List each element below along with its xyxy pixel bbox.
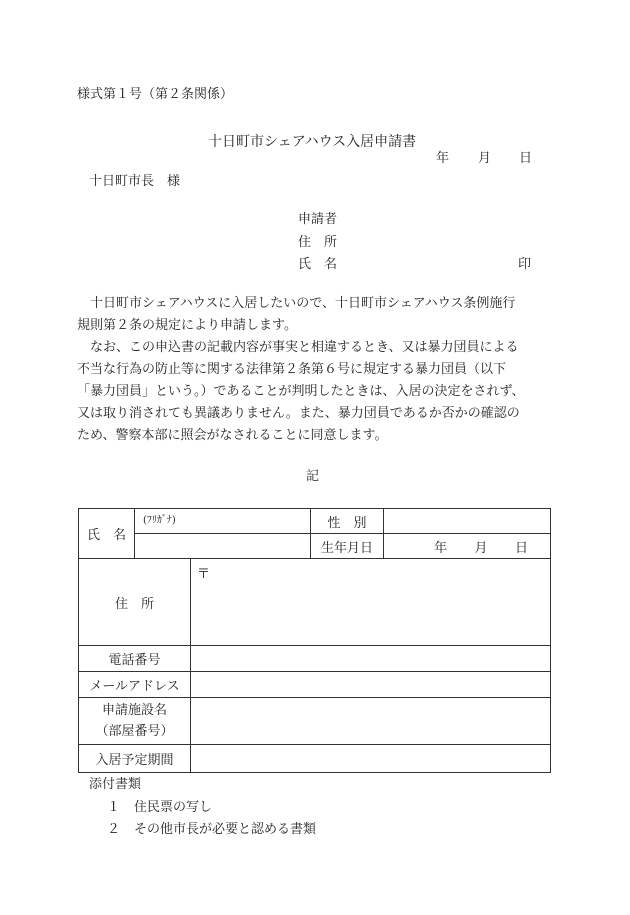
furigana-field[interactable] (135, 509, 311, 534)
attachment-text: 住民票の写し (134, 800, 213, 815)
dob-field[interactable] (384, 534, 551, 559)
name-field[interactable] (135, 534, 311, 559)
attachment-item-2 (107, 821, 316, 839)
period-field[interactable] (191, 745, 551, 773)
attachment-number: ２ (107, 822, 121, 837)
gender-field[interactable] (384, 509, 551, 534)
applicant-name-label: 氏 名 (298, 257, 338, 272)
zip-mark: 〒 (197, 567, 211, 582)
ki-heading: 記 (306, 469, 320, 484)
facility-label: 申請施設名 (101, 703, 167, 718)
dob-label: 生年月日 (311, 534, 384, 559)
dob-month: 月 (474, 540, 488, 556)
form-number: 様式第１号（第２条関係） (77, 87, 234, 102)
body-line: ため、警察本部に照会がなされることに同意します。 (77, 428, 388, 443)
attachment-item-1 (107, 799, 212, 817)
seal-mark: 印 (518, 257, 532, 272)
phone-label: 電話番号 (79, 646, 191, 672)
email-field[interactable] (191, 672, 551, 698)
body-line: 規則第２条の規定により申請します。 (77, 318, 297, 333)
date-year: 年 (436, 151, 450, 166)
addressee: 十日町市長 様 (89, 174, 181, 189)
date-day: 日 (519, 151, 533, 166)
application-table (78, 508, 551, 773)
attachment-number: １ (107, 800, 121, 815)
body-paragraph-1 (77, 293, 557, 337)
applicant-address-label: 住 所 (298, 235, 338, 250)
gender-label: 性 別 (311, 509, 384, 534)
form-title: 十日町市シェアハウス入居申請書 (208, 134, 417, 150)
dob-day: 日 (514, 540, 528, 556)
date-month: 月 (478, 151, 492, 166)
body-line: 不当な行為の防止等に関する法律第２条第６号に規定する暴力団員（以下 (77, 362, 507, 377)
facility-label-cell (79, 698, 191, 745)
room-label: （部屋番号） (95, 724, 174, 739)
body-line: 十日町市シェアハウスに入居したいので、十日町市シェアハウス条例施行 (90, 296, 516, 311)
name-label: 氏 名 (79, 509, 135, 559)
facility-field[interactable] (191, 698, 551, 745)
body-line: なお、この申込書の記載内容が事実と相違するとき、又は暴力団員による (90, 340, 519, 355)
period-label: 入居予定期間 (79, 745, 191, 773)
address-field[interactable] (191, 559, 551, 646)
attachment-text: その他市長が必要と認める書類 (134, 822, 317, 837)
applicant-heading: 申請者 (298, 212, 338, 227)
body-line: 又は取り消されても異議ありません。また、暴力団員であるか否かの確認の (77, 406, 520, 421)
dob-year: 年 (434, 540, 448, 556)
phone-field[interactable] (191, 646, 551, 672)
furigana-label: (ﾌﾘｶﾞﾅ) (143, 515, 176, 526)
email-label: メールアドレス (79, 672, 191, 698)
body-paragraph-2 (77, 337, 557, 447)
body-line: 「暴力団員」という。）であることが判明したときは、入居の決定をされず、 (77, 384, 525, 399)
address-label: 住 所 (79, 559, 191, 646)
attachments-heading: 添付書類 (89, 777, 142, 792)
